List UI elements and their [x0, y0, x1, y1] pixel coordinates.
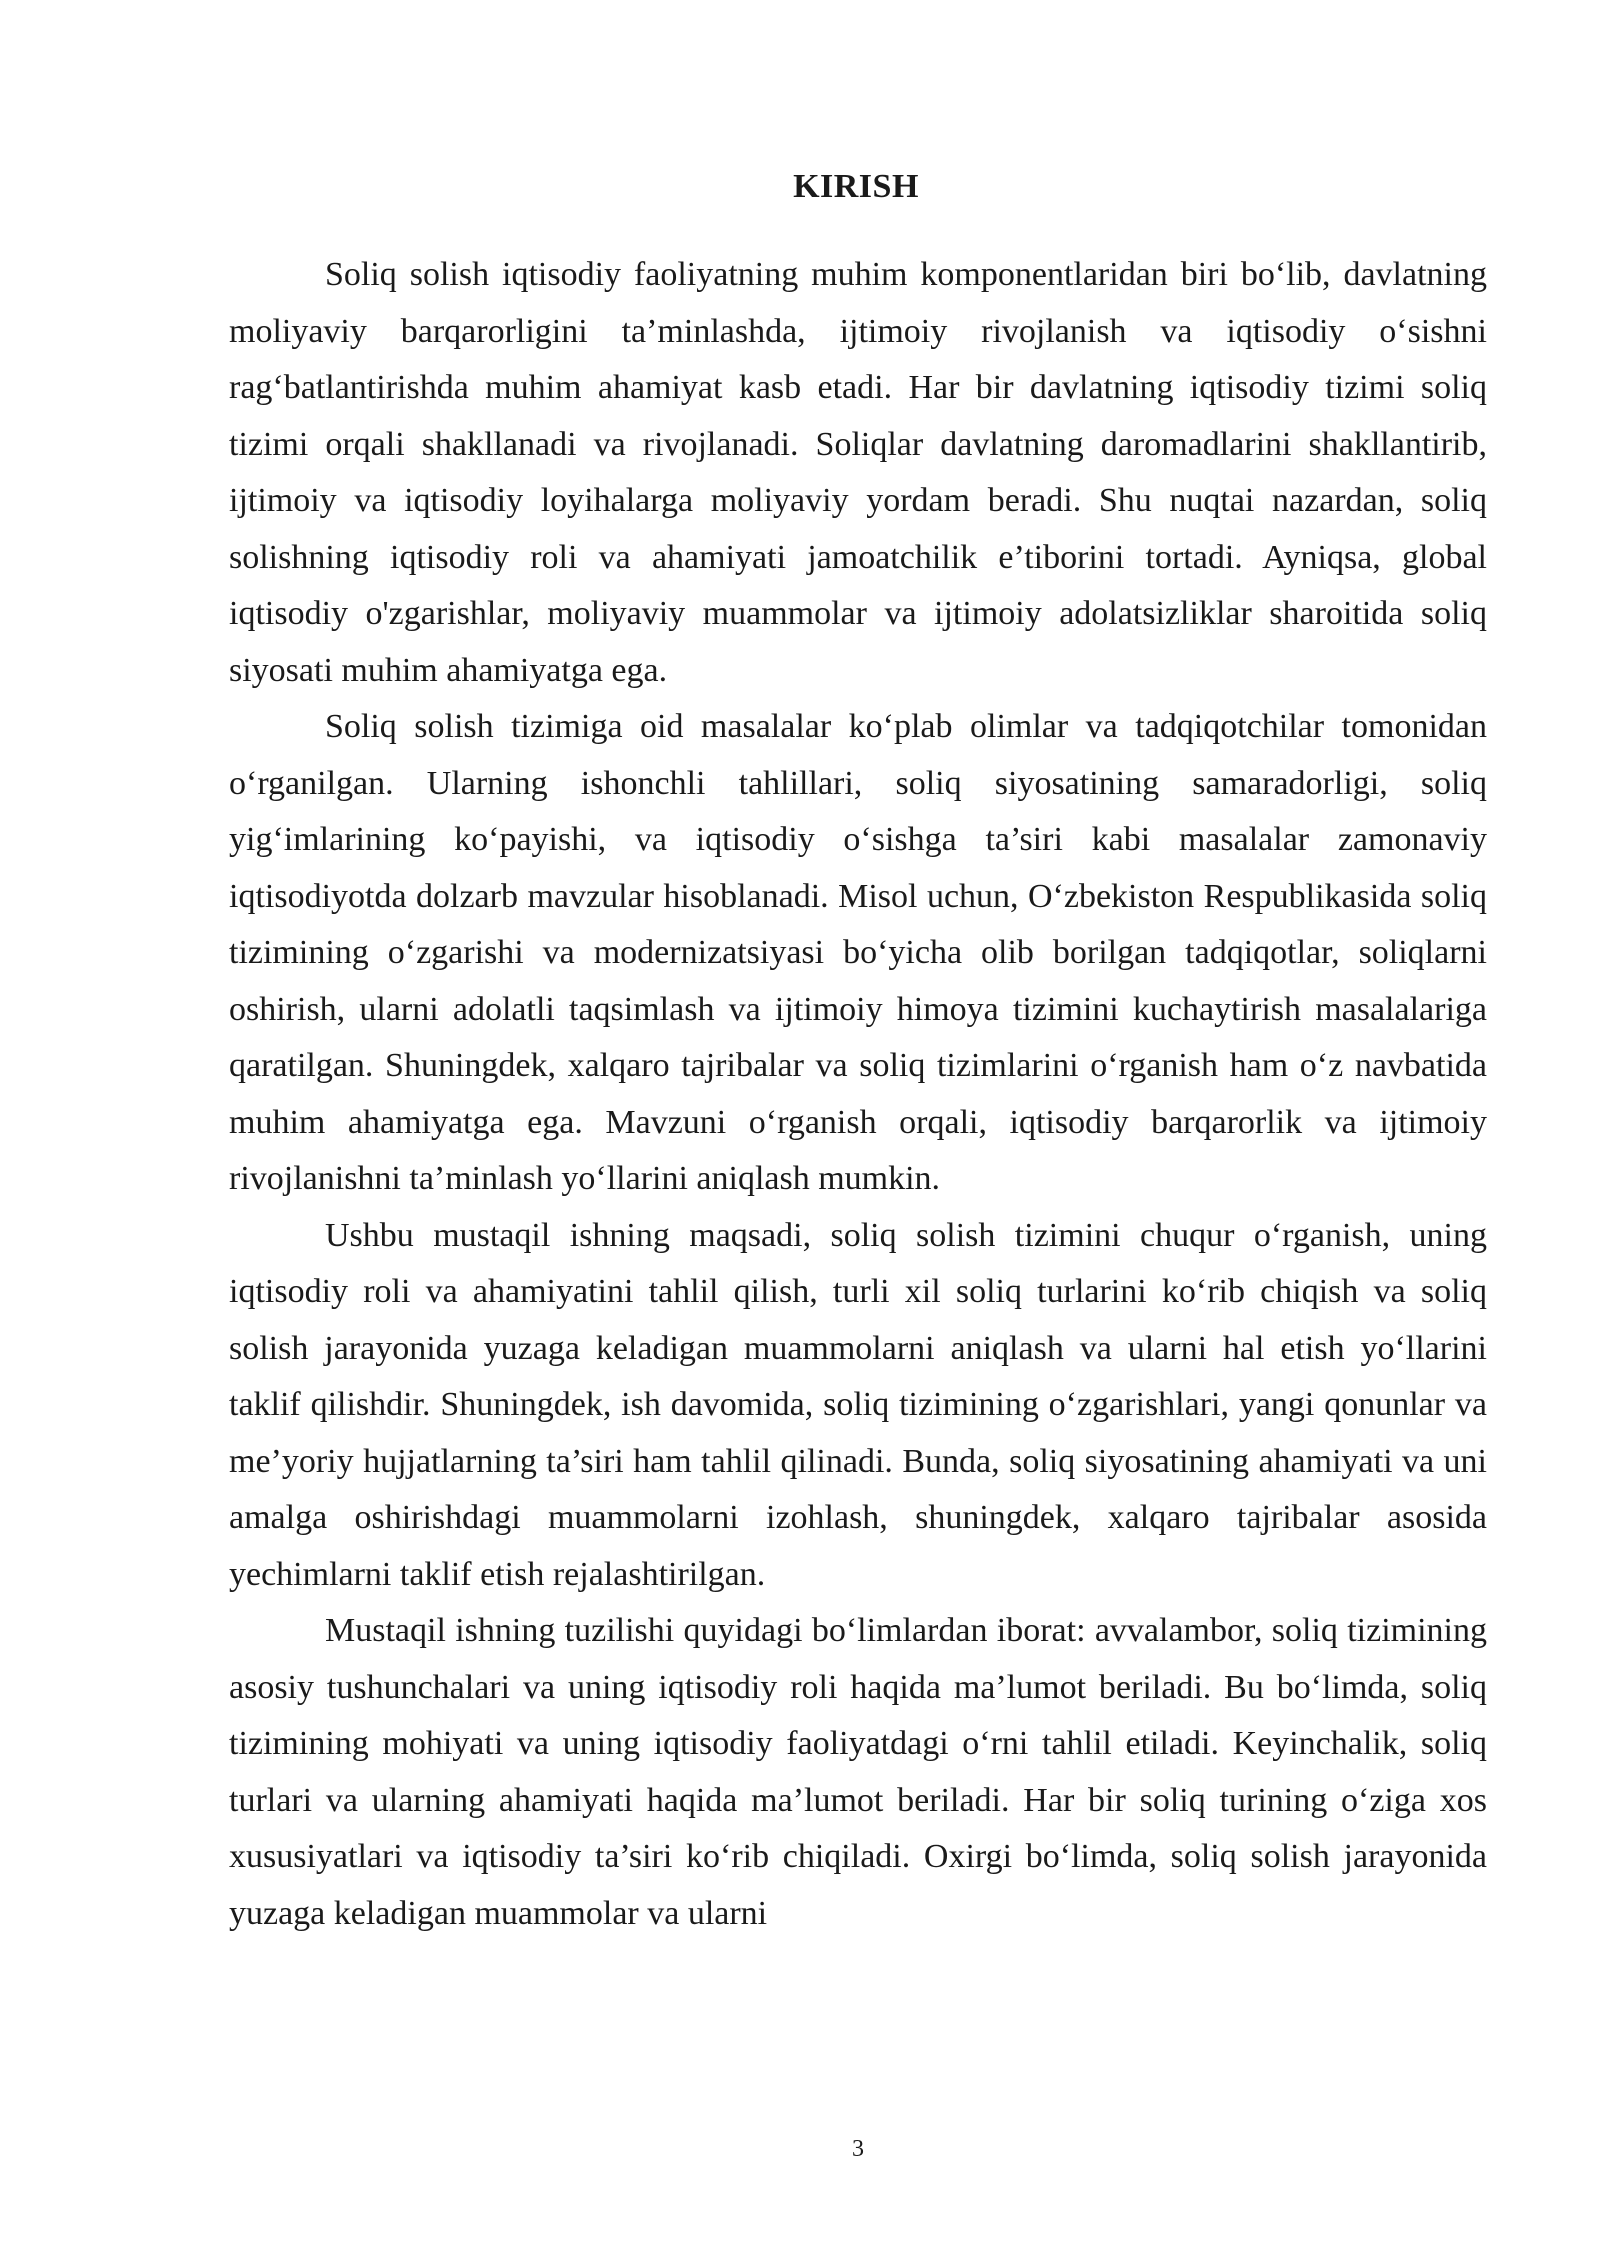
page-number: 3 — [852, 2136, 864, 2162]
paragraph-2: Soliq solish tizimiga oid masalalar ko‘plab olimlar va tadqiqotchilar tomonidan o‘rganilgan. Ularning ishonchli tahlillari, soliq siyosatining samaradorligi, soliq yig‘imlarining ko‘payishi, va iqtisodiy o‘sishga ta’siri kabi masalalar zamonaviy iqtisodiyotda dolzarb mavzular hisoblanadi. Misol uchun, O‘zbekiston Respublikasida soliq tizimining o‘zgarishi va modernizatsiyasi bo‘yicha olib borilgan tadqiqotlar, soliqlarni oshirish, ularni adolatli taqsimlash va ijtimoiy himoya tizimini kuchaytirish masalalariga qaratilgan. Shuningdek, xalqaro tajribalar va soliq tizimlarini o‘rganish ham o‘z navbatida muhim ahamiyatga ega. Mavzuni o‘rganish orqali, iqtisodiy barqarorlik va ijtimoiy rivojlanishni ta’minlash yo‘llarini aniqlash mumkin. — [229, 708, 1487, 1197]
paragraph-1: Soliq solish iqtisodiy faoliyatning muhim komponentlaridan biri bo‘lib, davlatning moliyaviy barqarorligini ta’minlashda, ijtimoiy rivojlanish va iqtisodiy o‘sishni rag‘batlantirishda muhim ahamiyat kasb etadi. Har bir davlatning iqtisodiy tizimi soliq tizimi orqali shakllanadi va rivojlanadi. Soliqlar davlatning daromadlarini shakllantirib, ijtimoiy va iqtisodiy loyihalarga moliyaviy yordam beradi. Shu nuqtai nazardan, soliq solishning iqtisodiy roli va ahamiyati jamoatchilik e’tiborini tortadi. Ayniqsa, global iqtisodiy o'zgarishlar, moliyaviy muammolar va ijtimoiy adolatsizliklar sharoitida soliq siyosati muhim ahamiyatga ega. — [229, 256, 1487, 689]
section-heading: KIRISH — [793, 168, 919, 205]
paragraph-3: Ushbu mustaqil ishning maqsadi, soliq solish tizimini chuqur o‘rganish, uning iqtisodiy roli va ahamiyatini tahlil qilish, turli xil soliq turlarini ko‘rib chiqish va soliq solish jarayonida yuzaga keladigan muammolarni aniqlash va ularni hal etish yo‘llarini taklif qilishdir. Shuningdek, ish davomida, soliq tizimining o‘zgarishlari, yangi qonunlar va me’yoriy hujjatlarning ta’siri ham tahlil qilinadi. Bunda, soliq siyosatining ahamiyati va uni amalga oshirishdagi muammolarni izohlash, shuningdek, xalqaro tajribalar asosida yechimlarni taklif etish rejalashtirilgan. — [229, 1216, 1487, 1593]
body-text — [229, 247, 1487, 1942]
paragraph-4: Mustaqil ishning tuzilishi quyidagi bo‘limlardan iborat: avvalambor, soliq tizimining asosiy tushunchalari va uning iqtisodiy roli haqida ma’lumot beriladi. Bu bo‘limda, soliq tizimining mohiyati va uning iqtisodiy faoliyatdagi o‘rni tahlil etiladi. Keyinchalik, soliq turlari va ularning ahamiyati haqida ma’lumot beriladi. Har bir soliq turining o‘ziga xos xususiyatlari va iqtisodiy ta’siri ko‘rib chiqiladi. Oxirgi bo‘limda, soliq solish jarayonida yuzaga keladigan muammolar va ularni — [229, 1612, 1487, 1932]
